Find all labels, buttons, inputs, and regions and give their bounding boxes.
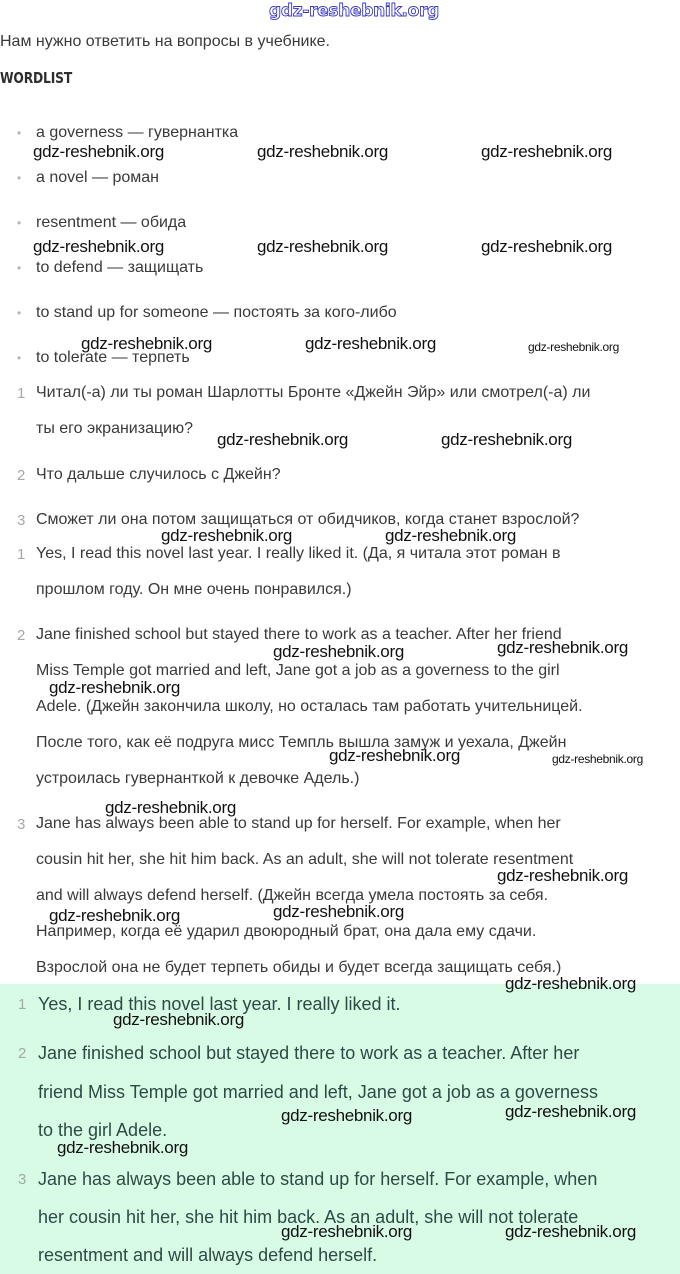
- answer-text-line: and will always defend herself. (Джейн всегда умела постоять за себя.: [36, 887, 549, 904]
- question-text-line: Сможет ли она потом защищаться от обидчиков, когда станет взрослой?: [36, 511, 580, 528]
- watermark-text: gdz-reshebnik.org: [385, 526, 516, 545]
- final-answer-text-line: resentment and will always defend herself.: [38, 1245, 378, 1265]
- watermark-text: gdz-reshebnik.org: [528, 340, 619, 354]
- answer-number: 3: [17, 816, 26, 833]
- wordlist-item-text: resentment — обида: [36, 214, 187, 231]
- final-answer-number: 2: [18, 1045, 27, 1062]
- watermark-text: gdz-reshebnik.org: [441, 430, 572, 449]
- answer-number: 2: [17, 627, 26, 644]
- bullet-icon: •: [17, 351, 22, 365]
- answer-text-line: Jane has always been able to stand up for herself. For example, when her: [36, 815, 561, 832]
- answer-text-line: Yes, I read this novel last year. I really liked it. (Да, я читала этот роман в: [36, 545, 561, 562]
- wordlist-item-text: to defend — защищать: [36, 259, 204, 276]
- watermark-text: gdz-reshebnik.org: [281, 1106, 412, 1125]
- watermark-text: gdz-reshebnik.org: [113, 1010, 244, 1029]
- answer-text-line: устроилась гувернанткой к девочке Адель.): [36, 770, 360, 787]
- final-answer-text-line: her cousin hit her, she hit him back. As an adult, she will not tolerate: [38, 1207, 579, 1227]
- watermark-text: gdz-reshebnik.org: [161, 526, 292, 545]
- watermark-text: gdz-reshebnik.org: [481, 237, 612, 256]
- bullet-icon: •: [17, 306, 22, 320]
- question-number: 2: [17, 467, 26, 484]
- watermark-text: gdz-reshebnik.org: [257, 142, 388, 161]
- final-answer-number: 1: [18, 996, 27, 1013]
- watermark-text: gdz-reshebnik.org: [217, 430, 348, 449]
- wordlist-item-text: a governess — гувернантка: [36, 124, 239, 141]
- bullet-icon: •: [17, 171, 22, 185]
- answer-text-line: Adele. (Джейн закончила школу, но осталась там работать учительницей.: [36, 698, 583, 715]
- question-text-line: Что дальше случилось с Джейн?: [36, 466, 281, 483]
- watermark-text: gdz-reshebnik.org: [49, 678, 180, 697]
- answer-text-line: Взрослой она не будет терпеть обиды и будет всегда защищать себя.): [36, 959, 562, 976]
- watermark-text: gdz-reshebnik.org: [552, 752, 643, 766]
- answer-text-line: прошлом году. Он мне очень понравился.): [36, 581, 352, 598]
- answer-text-line: cousin hit her, she hit him back. As an adult, she will not tolerate resentment: [36, 851, 574, 868]
- watermark-text: gdz-reshebnik.org: [497, 866, 628, 885]
- wordlist-heading: WORDLIST: [0, 69, 73, 87]
- watermark-text: gdz-reshebnik.org: [497, 638, 628, 657]
- wordlist-item-text: to tolerate — терпеть: [36, 349, 190, 366]
- watermark-text: gdz-reshebnik.org: [505, 1102, 636, 1121]
- watermark-text: gdz-reshebnik.org: [305, 334, 436, 353]
- watermark-text: gdz-reshebnik.org: [49, 906, 180, 925]
- watermark-text: gdz-reshebnik.org: [505, 974, 636, 993]
- watermark-text: gdz-reshebnik.org: [273, 902, 404, 921]
- watermark-text: gdz-reshebnik.org: [257, 237, 388, 256]
- watermark-text: gdz-reshebnik.org: [81, 334, 212, 353]
- watermark-text: gdz-reshebnik.org: [505, 1222, 636, 1241]
- final-answer-text-line: Yes, I read this novel last year. I really liked it.: [38, 994, 401, 1014]
- watermark-text: gdz-reshebnik.org: [33, 237, 164, 256]
- question-number: 3: [17, 512, 26, 529]
- watermark-text: gdz-reshebnik.org: [481, 142, 612, 161]
- question-number: 1: [17, 385, 26, 402]
- watermark-text: gdz-reshebnik.org: [281, 1222, 412, 1241]
- final-answer-text-line: friend Miss Temple got married and left, Jane got a job as a governess: [38, 1082, 598, 1102]
- bullet-icon: •: [17, 126, 22, 140]
- question-text-line: Читал(-а) ли ты роман Шарлотты Бронте «Джейн Эйр» или смотрел(-а) ли: [36, 384, 591, 401]
- intro-text: Нам нужно ответить на вопросы в учебнике.: [0, 33, 330, 50]
- answer-text-line: После того, как её подруга мисс Темпль вышла замуж и уехала, Джейн: [36, 734, 567, 751]
- answer-number: 1: [17, 546, 26, 563]
- watermark-text: gdz-reshebnik.org: [273, 642, 404, 661]
- final-answer-text-line: Jane finished school but stayed there to work as a teacher. After her: [38, 1043, 580, 1063]
- watermark-text: gdz-reshebnik.org: [33, 142, 164, 161]
- question-text-line: ты его экранизацию?: [36, 420, 193, 437]
- bullet-icon: •: [17, 261, 22, 275]
- final-answer-text-line: Jane has always been able to stand up for herself. For example, when: [38, 1169, 598, 1189]
- final-answer-text-line: to the girl Adele.: [38, 1120, 168, 1140]
- answer-text-line: Miss Temple got married and left, Jane got a job as a governess to the girl: [36, 662, 560, 679]
- answer-text-line: Например, когда её ударил двоюродный брат, она дала ему сдачи.: [36, 923, 537, 940]
- answer-text-line: Jane finished school but stayed there to work as a teacher. After her friend: [36, 626, 562, 643]
- final-answer-number: 3: [18, 1171, 27, 1188]
- bullet-icon: •: [17, 216, 22, 230]
- watermark-text: gdz-reshebnik.org: [329, 746, 460, 765]
- wordlist-item-text: a novel — роман: [36, 169, 160, 186]
- wordlist-item-text: to stand up for someone — постоять за кого-либо: [36, 304, 397, 321]
- site-watermark-header: gdz-reshebnik.org: [269, 1, 439, 21]
- watermark-text: gdz-reshebnik.org: [105, 798, 236, 817]
- watermark-text: gdz-reshebnik.org: [57, 1138, 188, 1157]
